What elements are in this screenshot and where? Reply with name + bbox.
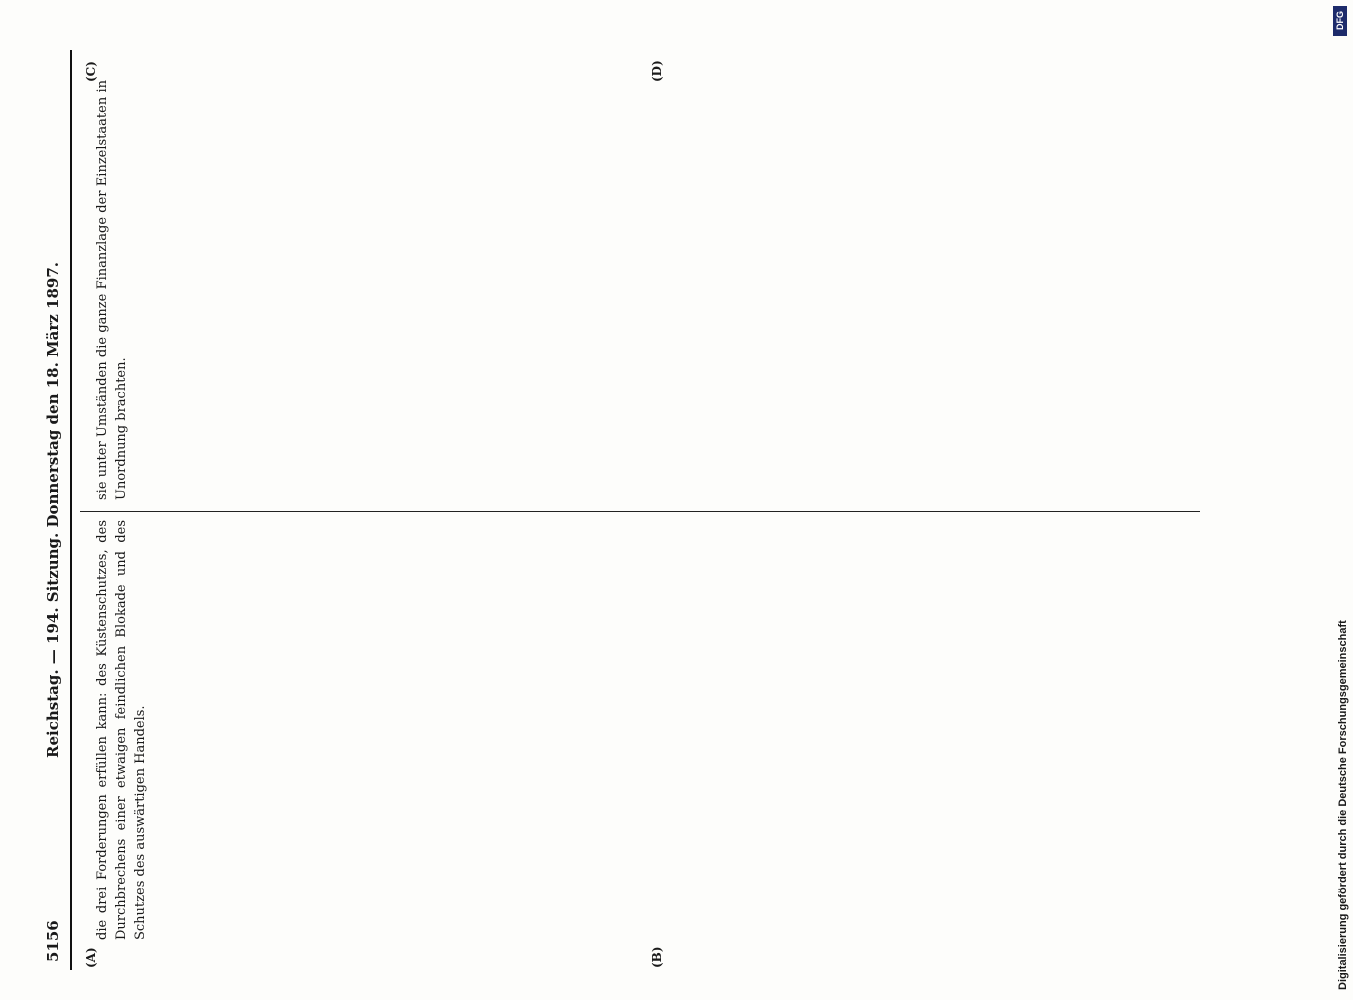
credit-text: Digitalisierung gefördert durch die Deutsche Forschungsgemeinschaft xyxy=(1337,620,1349,990)
digitization-credit xyxy=(1331,0,1349,1000)
page-header xyxy=(40,50,70,970)
right-column-excerpt: sie unter Umständen die ganze Finanzlage der Einzelstaaten in Unordnung brachten. xyxy=(95,80,129,500)
running-title: Reichstag. — 194. Sitzung. Donnerstag den 18. März 1897. xyxy=(44,262,62,758)
margin-marker-c: (C) xyxy=(84,61,98,82)
rotated-page-content xyxy=(40,50,1300,970)
margin-marker-d: (D) xyxy=(650,60,664,82)
left-text-column xyxy=(80,520,1200,940)
column-divider xyxy=(80,511,1200,512)
header-rule xyxy=(70,50,72,970)
left-column-excerpt: die drei Forderungen erfüllen kann: des Küstenschutzes, des Durchbrechens einer etwaigen feindlichen Blokade und des Schutzes des auswärtigen Handels. xyxy=(95,520,148,940)
margin-marker-a: (A) xyxy=(84,947,98,968)
margin-marker-b: (B) xyxy=(650,946,664,968)
page-number: 5156 xyxy=(44,920,62,962)
right-text-column xyxy=(80,80,1200,500)
dfg-logo: DFG xyxy=(1333,6,1347,36)
